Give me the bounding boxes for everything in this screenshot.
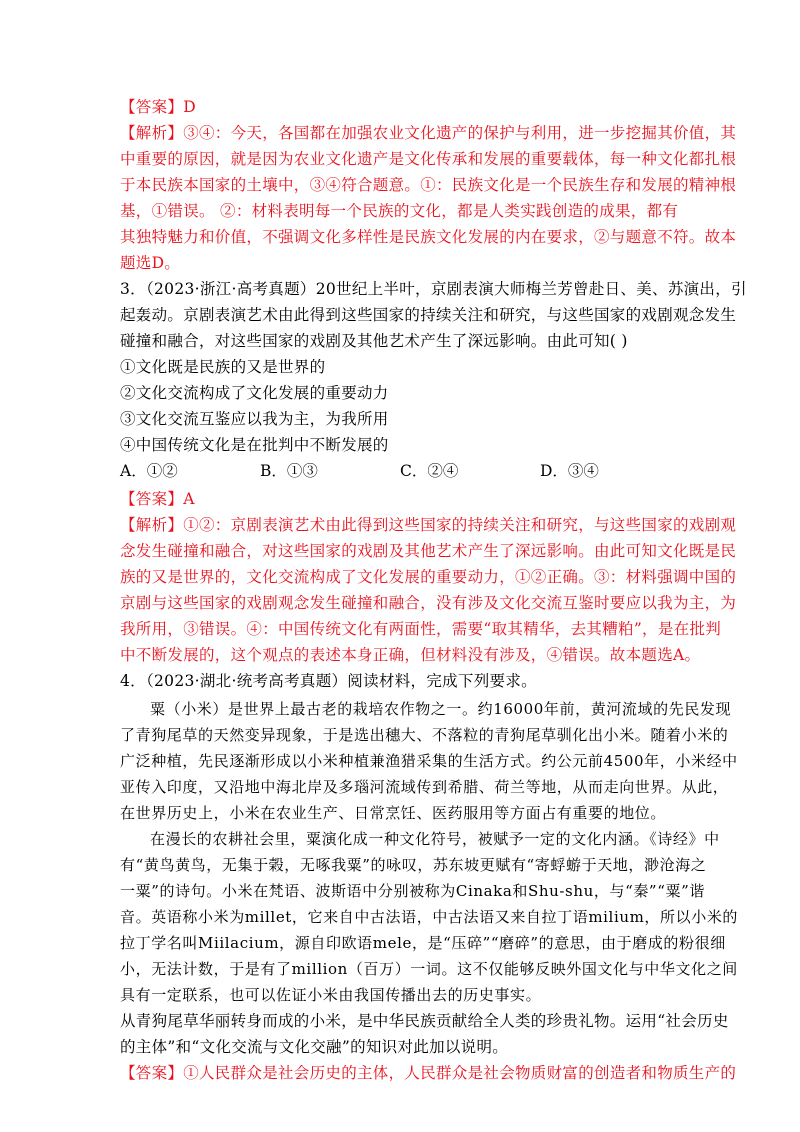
- q4-material-line: 具有一定联系，也可以佐证小米由我国传播出去的历史事实。: [120, 986, 542, 1004]
- q2-analysis-line: 题选D。: [120, 254, 181, 272]
- q3-analysis-line: 族的又是世界的，文化交流构成了文化发展的重要动力，①②正确。③：材料强调中国的: [120, 568, 737, 586]
- q2-analysis-line: 于本民族本国家的土壤中，③④符合题意。①：民族文化是一个民族生存和发展的精神根: [120, 176, 737, 194]
- answer-tag: 【答案】: [120, 490, 184, 508]
- q3-analysis-line: 中不断发展的，这个观点的表述本身正确，但材料没有涉及，④错误。故本题选A。: [120, 646, 701, 664]
- q4-question-line: 的主体”和“文化交流与文化交融”的知识对此加以说明。: [120, 1038, 509, 1056]
- q3-option-c: C．②④: [400, 462, 459, 480]
- q4-stem: 4．（2023·湖北·统考高考真题）阅读材料，完成下列要求。: [120, 672, 537, 690]
- q4-material-line: 广泛种植，先民逐渐形成以小米种植兼渔猎采集的生活方式。约公元前4500年，小米经中: [120, 752, 738, 770]
- q4-material-line: 亚传入印度，又沿地中海北岸及多瑙河流域传到希腊、荷兰等地，从而走向世界。从此，: [120, 778, 729, 796]
- q4-material-line: 有“黄鸟黄鸟，无集于榖，无啄我粟”的咏叹，苏东坡更赋有“寄蜉蝣于天地，渺沧海之: [120, 856, 707, 874]
- q2-analysis-line: 其独特魅力和价值，不强调文化多样性是民族文化发展的内在要求，②与题意不符。故本: [120, 228, 737, 246]
- q2-analysis-line: 【解析】③④：今天，各国都在加强农业文化遗产的保护与利用，进一步挖掘其价值，其: [120, 124, 737, 142]
- answer-tag: 【答案】: [120, 98, 184, 116]
- answer-value: D: [183, 98, 196, 116]
- q3-analysis-line: 京剧与这些国家的戏剧观念发生碰撞和融合，没有涉及文化交流互鉴时要应以我为主，为: [120, 594, 737, 612]
- q2-analysis-line: 基，①错误。 ②：材料表明每一个民族的文化，都是人类实践创造的成果，都有: [120, 202, 679, 220]
- q4-material-line: 了青狗尾草的天然变异现象，于是选出穗大、不落粒的青狗尾草驯化出小米。随着小米的: [120, 726, 729, 744]
- q4-question-line: 从青狗尾草华丽转身而成的小米，是中华民族贡献给全人类的珍贵礼物。运用“社会历史: [120, 1012, 729, 1030]
- q4-material-line: 音。英语称小米为millet，它来自中古法语，中古法语又来自拉丁语milium，所以小米的: [120, 908, 739, 926]
- analysis-tag: 【解析】: [120, 124, 184, 142]
- q3-statement: ③文化交流互鉴应以我为主，为我所用: [120, 410, 389, 428]
- q4-material-line: 在世界历史上，小米在农业生产、日常烹饪、医药服用等方面占有重要的地位。: [120, 804, 667, 822]
- q3-option-a: A．①②: [120, 462, 178, 480]
- q3-analysis-line: 念发生碰撞和融合，对这些国家的戏剧及其他艺术产生了深远影响。由此可知文化既是民: [120, 542, 737, 560]
- q4-material-line: 小，无法计数，于是有了million（百万）一词。这不仅能够反映外国文化与中华文化之间: [120, 960, 738, 978]
- q3-stem-line: 起轰动。京剧表演艺术由此得到这些国家的持续关注和研究，与这些国家的戏剧观念发生: [120, 306, 737, 324]
- q4-material-line: 粟（小米）是世界上最古老的栽培农作物之一。约16000年前，黄河流域的先民发现: [150, 700, 732, 718]
- q3-stem-line: 3．（2023·浙江·高考真题）20世纪上半叶，京剧表演大师梅兰芳曾赴日、美、苏演出，引: [120, 280, 747, 298]
- q4-material-line: 在漫长的农耕社会里，粟演化成一种文化符号，被赋予一定的文化内涵。《诗经》中: [150, 830, 720, 848]
- q3-statement: ④中国传统文化是在批判中不断发展的: [120, 436, 389, 454]
- q3-answer: [120, 488, 195, 510]
- q3-statement: ②文化交流构成了文化发展的重要动力: [120, 384, 389, 402]
- q3-stem-line: 碰撞和融合，对这些国家的戏剧及其他艺术产生了深远影响。由此可知( ): [120, 332, 628, 350]
- q3-option-b: B．①③: [260, 462, 318, 480]
- answer-value: A: [183, 490, 195, 508]
- q4-material-line: 一粟”的诗句。小米在梵语、波斯语中分别被称为Cinaka和Shu-shu，与“秦”“粟”谐: [120, 882, 705, 900]
- q3-analysis-line: 【解析】①②：京剧表演艺术由此得到这些国家的持续关注和研究，与这些国家的戏剧观: [120, 516, 737, 534]
- q4-material-line: 拉丁学名叫Miilacium，源自印欧语mele，是“压碎”“磨碎”的意思，由于磨成的粉很细: [120, 934, 726, 952]
- q3-analysis-line: 我所用，③错误。④：中国传统文化有两面性，需要“取其精华，去其糟粕”，是在批判: [120, 620, 722, 638]
- answer-tag: 【答案】: [120, 1064, 184, 1082]
- analysis-tag: 【解析】: [120, 516, 184, 534]
- q4-answer: 【答案】①人民群众是社会历史的主体，人民群众是社会物质财富的创造者和物质生产的: [120, 1064, 737, 1082]
- q2-analysis-line: 中重要的原因，就是因为农业文化遗产是文化传承和发展的重要载体，每一种文化都扎根: [120, 150, 737, 168]
- q3-option-d: D．③④: [540, 462, 599, 480]
- q3-statement: ①文化既是民族的又是世界的: [120, 358, 326, 376]
- q2-answer: [120, 96, 196, 118]
